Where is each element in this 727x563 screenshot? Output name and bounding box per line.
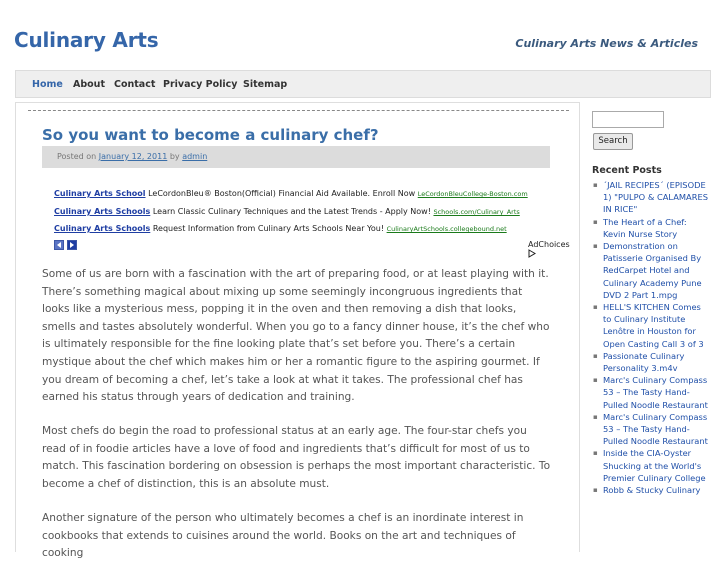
recent-post-link[interactable]: ▪ Passionate Culinary Personality 3.m4v xyxy=(593,350,711,374)
recent-post-link[interactable]: ▪ The Heart of a Chef: Kevin Nurse Story xyxy=(593,216,711,240)
ad-next-arrow-icon[interactable] xyxy=(67,240,77,250)
ad-url-link[interactable]: LeCordonBleuCollege-Boston.com xyxy=(417,190,528,198)
recent-post-link[interactable]: ▪ Marc's Culinary Compass 53 – The Tasty Hand-Pulled Noodle Restaurant xyxy=(593,374,711,411)
main-navigation xyxy=(15,70,711,98)
ad-url-link[interactable]: CulinaryArtSchools.collegebound.net xyxy=(386,225,507,233)
post-paragraph: Most chefs do begin the road to professional status at an early age. The four-star chefs you read of in foodie articles have a love of food and ingredients that’s difficult for most of us to match. This fascination bordering on obsession is perhaps the most important characteristic. To become a chef of distinction, this is an absolute must. xyxy=(42,425,551,490)
recent-post-link[interactable]: ▪ Inside the CIA-Oyster Shucking at the World's Premier Culinary College xyxy=(593,447,711,484)
ad-url-link[interactable]: Schools.com/Culinary_Arts xyxy=(433,208,520,216)
ad-text: LeCordonBleu® Boston(Official) Financial Aid Available. Enroll Now xyxy=(145,189,418,198)
recent-post-link[interactable]: ▪ Demonstration on Patisserie Organised By RedCarpet Hotel and Culinary Academy Pune DVD 2 Part 1.mpg xyxy=(593,240,711,301)
ad-item xyxy=(54,224,507,233)
site-tagline: Culinary Arts News & Articles xyxy=(515,37,698,50)
search-button[interactable]: Search xyxy=(593,133,633,150)
nav-home[interactable]: Home xyxy=(32,79,63,90)
post-paragraph: Another signature of the person who ultimately becomes a chef is an inordinate interest in cookbooks that extends to cuisines around the world. Books on the art and techniques of cooking xyxy=(42,512,524,560)
meta-by: by xyxy=(169,152,180,161)
recent-post-link[interactable]: ▪ HELL'S KITCHEN Comes to Culinary Institute Lenôtre in Houston for Open Casting Call 3 of 3 xyxy=(593,301,711,350)
recent-post-link[interactable]: ▪ ´JAIL RECIPES´ (EPISODE 1) "PULPO & CALAMARES IN RICE" xyxy=(593,179,711,216)
ad-item xyxy=(54,189,528,198)
adchoices-icon xyxy=(528,249,536,258)
recent-post-link[interactable]: ▪ Robb & Stucky Culinary xyxy=(593,484,711,496)
ad-prev-arrow-icon[interactable] xyxy=(54,240,64,250)
ad-text: Request Information from Culinary Arts Schools Near You! xyxy=(150,224,387,233)
nav-privacy-policy[interactable]: Privacy Policy xyxy=(163,79,238,90)
ad-title-link[interactable]: Culinary Arts Schools xyxy=(54,224,151,233)
ad-title-link[interactable]: Culinary Arts School xyxy=(54,189,146,198)
meta-prefix: Posted on xyxy=(57,152,97,161)
main-content xyxy=(15,102,580,560)
site-title[interactable]: Culinary Arts xyxy=(14,28,159,52)
post-meta xyxy=(42,146,550,168)
post-paragraph: Some of us are born with a fascination with the art of preparing food, or at least playing with it. There’s something magical about mixing up some seemingly incongruous ingredients that looks like a mysterious mess, popping it in the oven and then removing a dish that looks, smells and tastes absolutely wonderful. When you go to a fancy dinner house, it’s the chef who is ultimately responsible for the fine looking plate that’s set before you. There’s a certain mystique about the chef which makes him or her a romantic figure to the aspiring gourmet. If you dream of becoming a chef, let’s take a look at what it takes. The professional chef has earned his status through years of dedication and training. xyxy=(42,268,550,404)
search-input[interactable] xyxy=(592,111,664,128)
recent-post-link[interactable]: ▪ Marc's Culinary Compass 53 – The Tasty Hand-Pulled Noodle Restaurant xyxy=(593,411,711,448)
post-author-link[interactable]: admin xyxy=(182,152,208,161)
nav-contact[interactable]: Contact xyxy=(114,79,156,90)
post-date-link[interactable]: January 12, 2011 xyxy=(98,152,168,161)
recent-posts-heading: Recent Posts xyxy=(592,165,662,176)
nav-sitemap[interactable]: Sitemap xyxy=(243,79,288,90)
ad-item xyxy=(54,207,520,216)
ad-title-link[interactable]: Culinary Arts Schools xyxy=(54,207,151,216)
post-title[interactable]: So you want to become a culinary chef? xyxy=(42,126,379,144)
dashed-divider xyxy=(28,110,569,111)
adchoices-label: AdChoices xyxy=(528,240,570,249)
nav-about[interactable]: About xyxy=(73,79,105,90)
recent-posts-list xyxy=(593,179,711,496)
adchoices-link[interactable] xyxy=(528,240,579,259)
ad-text: Learn Classic Culinary Techniques and the Latest Trends - Apply Now! xyxy=(150,207,434,216)
